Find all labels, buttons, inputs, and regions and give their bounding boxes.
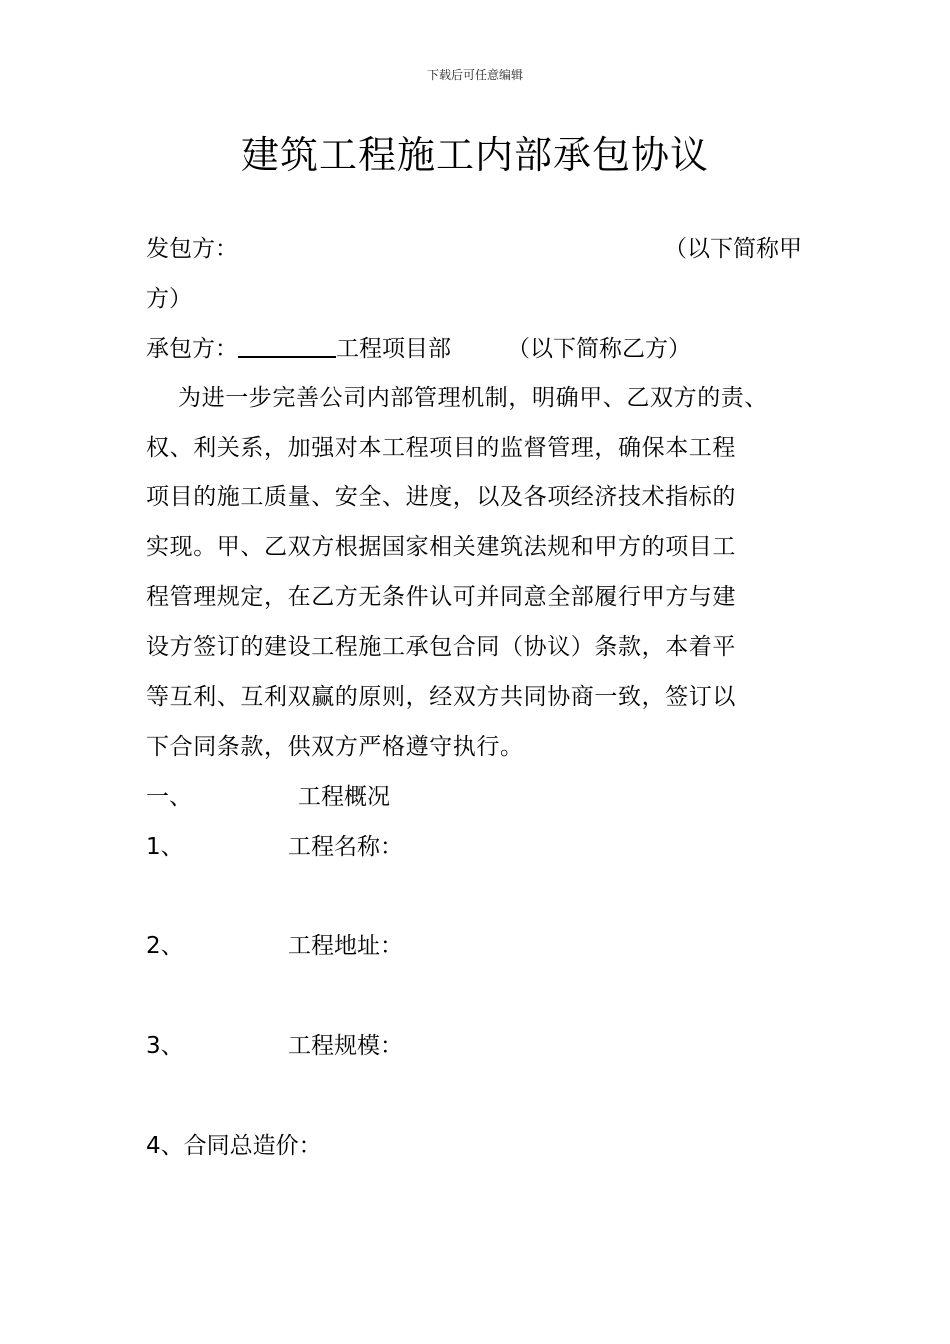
document-title: 建筑工程施工内部承包协议 bbox=[240, 133, 709, 177]
preamble-line: 项目的施工质量、安全、进度，以及各项经济技术指标的 bbox=[146, 484, 736, 510]
section-one-heading bbox=[146, 782, 390, 812]
party-a-line bbox=[146, 234, 806, 264]
item-label: 工程规模： bbox=[288, 1033, 403, 1059]
item-project-name bbox=[146, 832, 403, 862]
item-label: 工程地址： bbox=[288, 933, 403, 959]
party-b-line bbox=[146, 334, 691, 364]
party-b-label: 承包方： bbox=[146, 336, 238, 362]
item-contract-price bbox=[146, 1131, 322, 1161]
preamble-line: 等互利、互利双赢的原则，经双方共同协商一致，签订以 bbox=[146, 684, 736, 710]
item-number: 2、 bbox=[146, 933, 184, 959]
header-note: 下载后可任意编辑 bbox=[426, 68, 523, 82]
preamble-line: 下合同条款，供双方严格遵守执行。 bbox=[146, 734, 524, 760]
item-label: 合同总造价： bbox=[183, 1133, 322, 1159]
item-number: 1、 bbox=[146, 834, 184, 860]
party-b-project-dept: 工程项目部 bbox=[336, 336, 451, 362]
preamble-line: 实现。甲、乙双方根据国家相关建筑法规和甲方的项目工 bbox=[146, 534, 736, 560]
preamble-line: 权、利关系，加强对本工程项目的监督管理，确保本工程 bbox=[146, 435, 736, 461]
party-b-alias: （以下简称乙方） bbox=[507, 336, 691, 362]
party-b-blank bbox=[238, 334, 336, 358]
party-a-alias: （以下简称甲 bbox=[664, 236, 802, 262]
preamble-line: 设方签订的建设工程施工承包合同（协议）条款，本着平 bbox=[146, 634, 736, 660]
party-a-label: 发包方： bbox=[146, 236, 238, 262]
item-label: 工程名称： bbox=[288, 834, 403, 860]
preamble-line: 程管理规定，在乙方无条件认可并同意全部履行甲方与建 bbox=[146, 584, 736, 610]
preamble-line: 为进一步完善公司内部管理机制，明确甲、乙双方的责、 bbox=[178, 385, 768, 411]
item-number: 4、 bbox=[146, 1133, 184, 1159]
item-project-address bbox=[146, 931, 403, 961]
section-title: 工程概况 bbox=[298, 784, 390, 810]
section-number: 一、 bbox=[146, 784, 192, 810]
item-project-scale bbox=[146, 1031, 403, 1061]
party-a-alias-cont: 方） bbox=[146, 286, 192, 312]
item-number: 3、 bbox=[146, 1033, 184, 1059]
